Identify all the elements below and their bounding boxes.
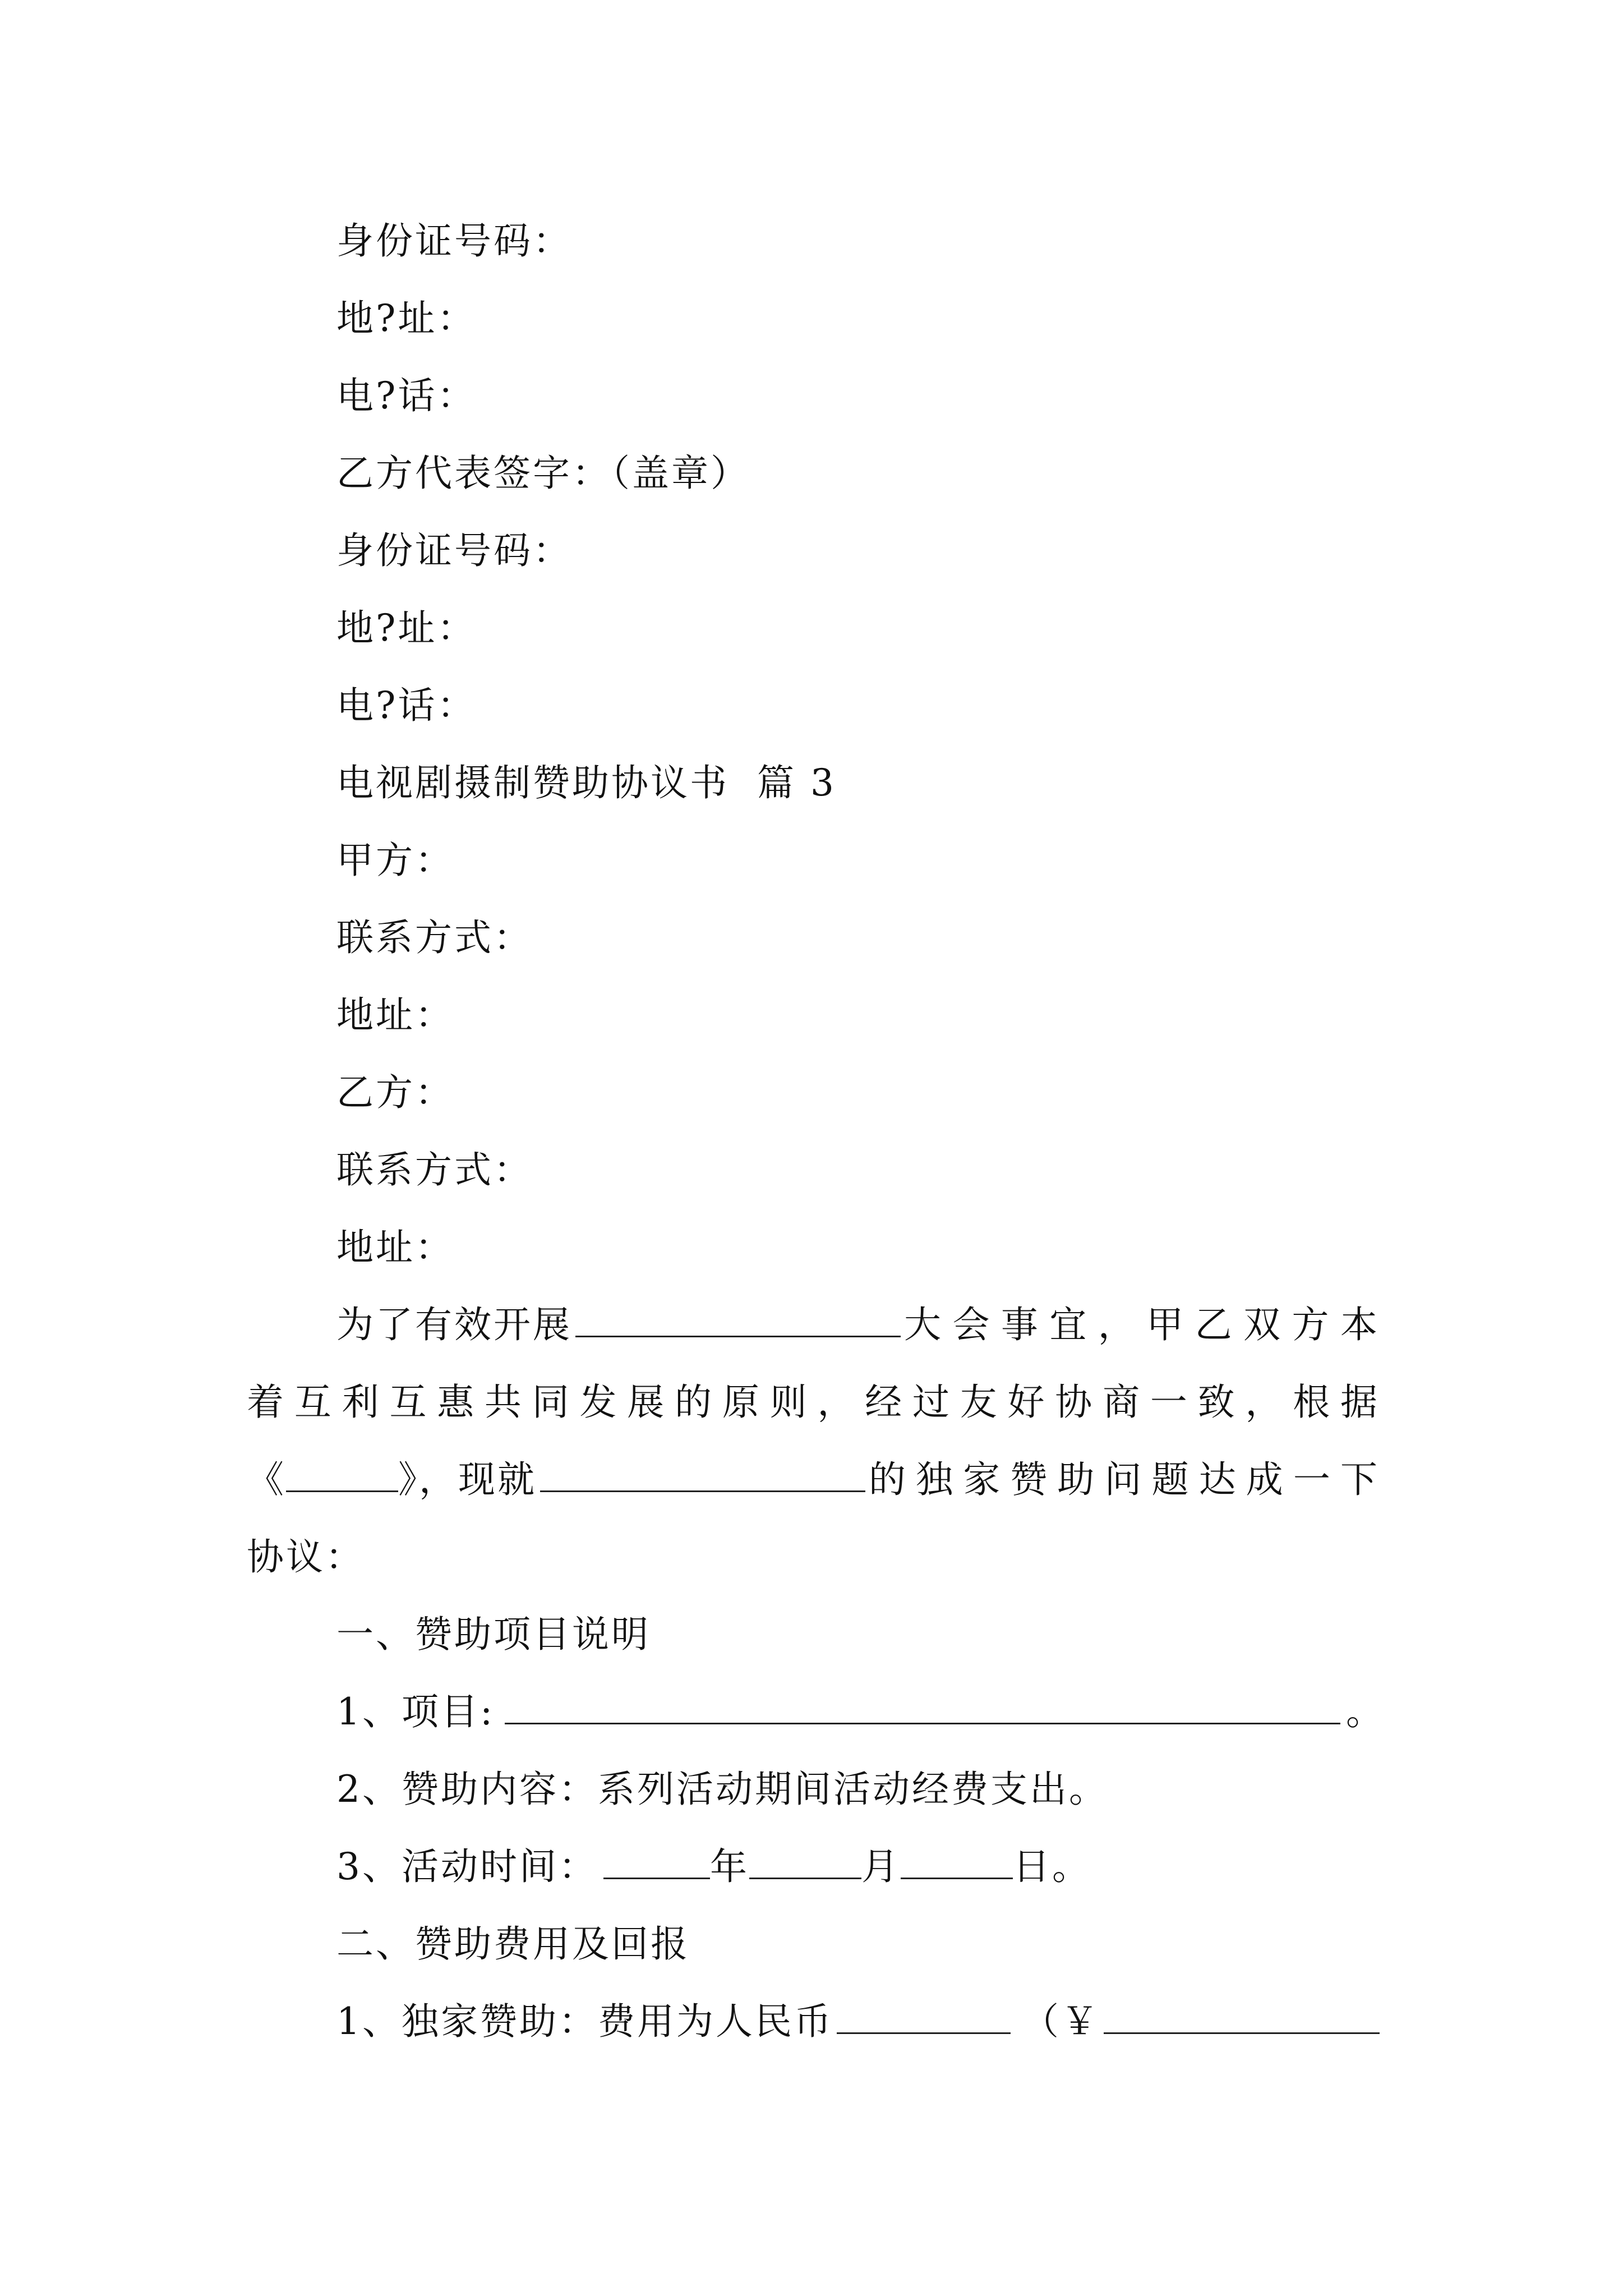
item-text: 。 xyxy=(1346,1690,1385,1733)
fill-blank xyxy=(540,1457,865,1492)
paragraph-line xyxy=(247,1452,1380,1508)
item-line xyxy=(336,1994,1380,2050)
section-heading: 二、赞助费用及回报 xyxy=(336,1922,690,1966)
paragraph-line xyxy=(336,1297,1380,1353)
paragraph-line: 协议： xyxy=(247,1535,365,1579)
fill-blank xyxy=(901,1844,1013,1879)
text-line: 联系方式： xyxy=(336,1148,533,1191)
section-title: 电视剧摄制赞助协议书 篇 3 xyxy=(336,761,836,804)
paragraph-text: 的独家赞助问题达成一下 xyxy=(869,1458,1380,1501)
item-text: 3、活动时间： xyxy=(336,1845,598,1888)
item-text: 日。 xyxy=(1013,1845,1091,1888)
item-line xyxy=(336,1839,1091,1895)
text-line: 地?址： xyxy=(336,297,477,340)
fill-blank xyxy=(603,1844,710,1879)
text-line: 地?址： xyxy=(336,606,477,650)
item-text: 1、独家赞助：费用为人民币 xyxy=(336,2000,833,2043)
text-line: 地址： xyxy=(336,993,454,1037)
fill-blank xyxy=(505,1689,1340,1724)
text-line: 乙方代表签字：（盖章） xyxy=(336,452,750,495)
text-line: 身份证号码： xyxy=(336,219,572,263)
text-line: 乙方： xyxy=(336,1071,454,1114)
item-text: 年 xyxy=(710,1845,749,1888)
text-line: 身份证号码： xyxy=(336,529,572,572)
item-text: 月 xyxy=(861,1845,901,1888)
fill-blank xyxy=(286,1457,398,1492)
fill-blank xyxy=(575,1302,901,1337)
fill-blank xyxy=(1104,1999,1380,2034)
item-text: （￥ xyxy=(1022,2000,1100,2043)
paragraph-text: 《 xyxy=(247,1458,286,1501)
fill-blank xyxy=(749,1844,861,1879)
section-heading: 一、赞助项目说明 xyxy=(336,1613,651,1656)
paragraph-line: 着互利互惠共同发展的原则，经过友好协商一致，根据 xyxy=(247,1381,1380,1424)
text-line: 电?话： xyxy=(336,684,477,727)
item-line: 2、赞助内容：系列活动期间活动经费支出。 xyxy=(336,1768,1108,1811)
item-line xyxy=(336,1684,1385,1740)
text-line: 联系方式： xyxy=(336,916,533,959)
paragraph-text: 为了有效开展 xyxy=(336,1303,572,1346)
text-line: 电?话： xyxy=(336,374,477,417)
fill-blank xyxy=(837,1999,1011,2034)
text-line: 甲方： xyxy=(336,839,454,882)
paragraph-text: 》，现就 xyxy=(398,1458,537,1501)
item-text: 1、项目: xyxy=(336,1690,495,1733)
paragraph-text: 大会事宜，甲乙双方本 xyxy=(904,1303,1380,1346)
text-line: 地址： xyxy=(336,1226,454,1269)
